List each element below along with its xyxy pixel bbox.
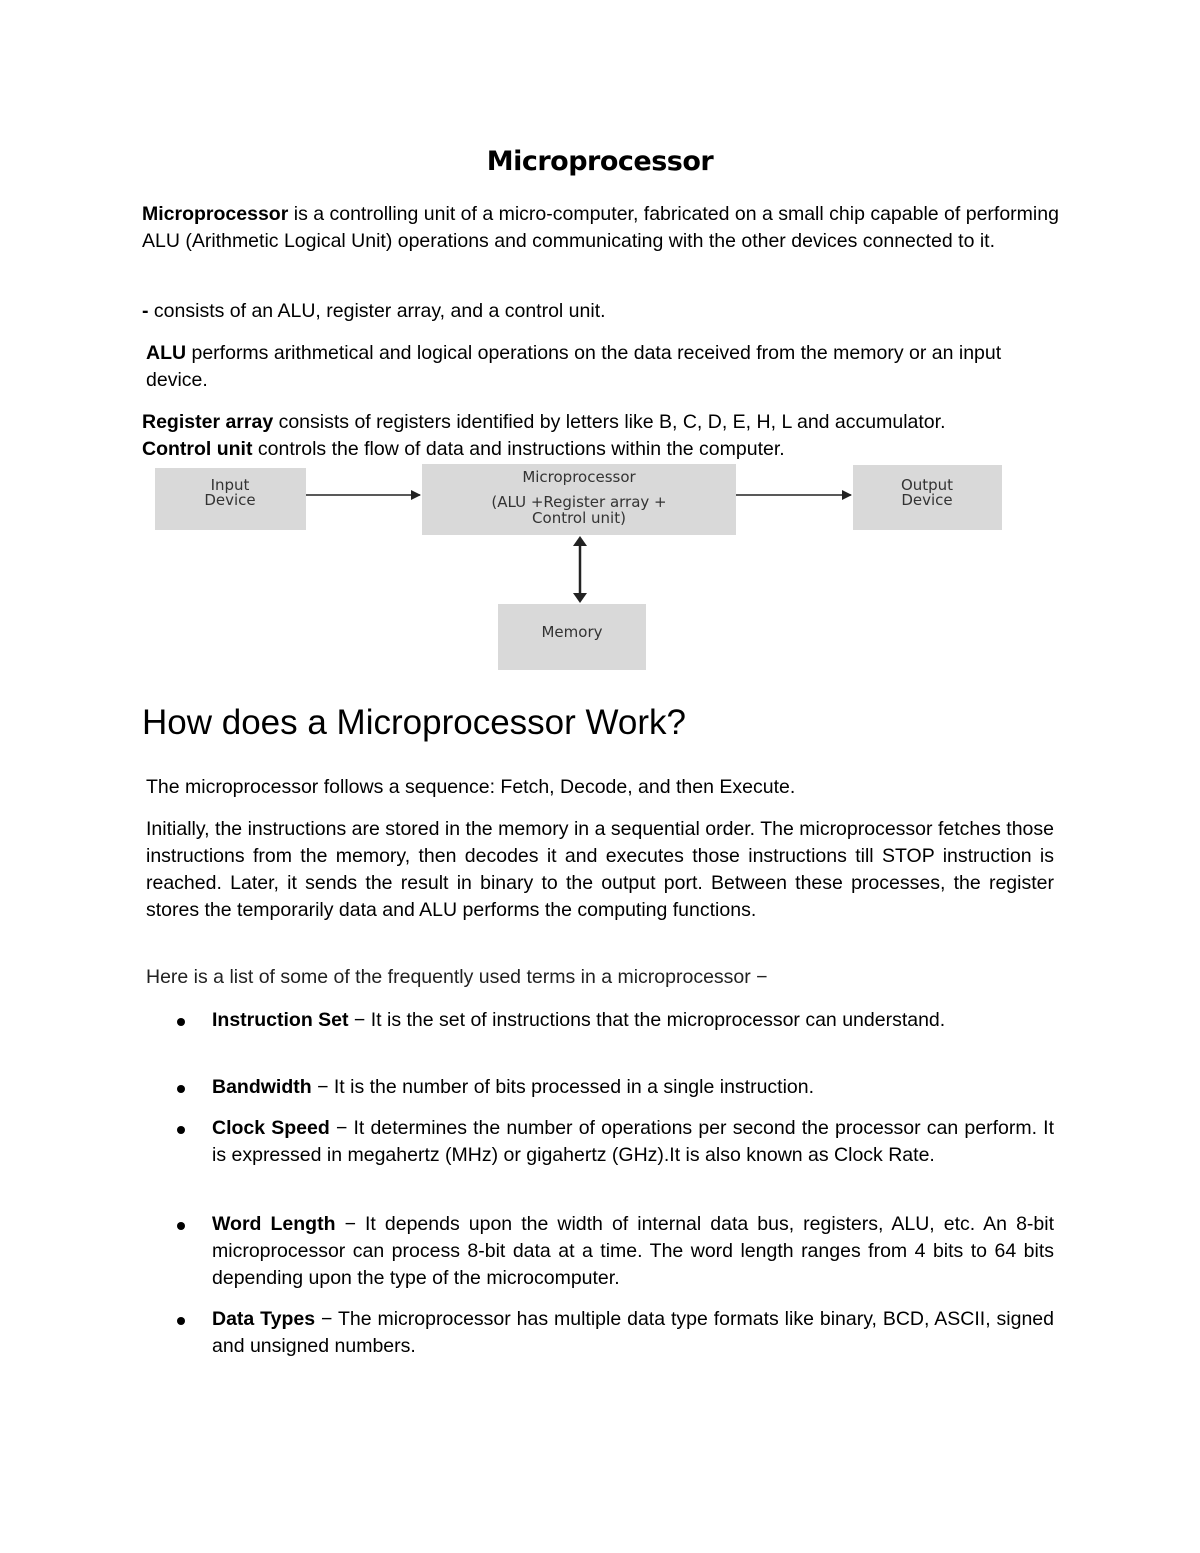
term-item-bandwidth xyxy=(212,1074,1054,1101)
consists-dash: - xyxy=(142,300,149,322)
control-text: controls the flow of data and instructions within the computer. xyxy=(252,438,785,460)
bullet-dot xyxy=(177,1317,185,1325)
register-text: consists of registers identified by letters like B, C, D, E, H, L and accumulator. xyxy=(273,411,946,433)
consists-text: consists of an ALU, register array, and a control unit. xyxy=(148,300,606,322)
term-name: Clock Speed xyxy=(212,1117,330,1139)
intro-text: is a controlling unit of a micro-computer, fabricated on a small chip capable of performing ALU (Arithmetic Logical Unit) operations and communicating with the other devices connected to it. xyxy=(142,203,1059,252)
bullet-dot xyxy=(177,1018,185,1026)
control-term: Control unit xyxy=(142,438,253,460)
term-text: − It is the set of instructions that the microprocessor can understand. xyxy=(348,1009,946,1031)
input-label-line1: Input xyxy=(210,476,250,494)
term-text: − It determines the number of operations per second the processor can perform. It is expressed in megahertz (MHz) or gigahertz (GHz).It is also known as Clock Rate. xyxy=(212,1117,1055,1166)
sequence-paragraph: The microprocessor follows a sequence: Fetch, Decode, and then Execute. xyxy=(146,776,796,798)
mp-memory-arrow-down-head xyxy=(573,593,587,603)
register-term: Register array xyxy=(142,411,274,433)
output-label-line2: Device xyxy=(901,491,953,509)
memory-label: Memory xyxy=(541,623,603,641)
alu-text: performs arithmetical and logical operations on the data received from the memory or an input device. xyxy=(146,342,1002,391)
term-name: Bandwidth xyxy=(212,1076,312,1098)
input-label-line2: Device xyxy=(204,491,256,509)
mp-label-line1: (ALU +Register array + xyxy=(491,493,667,511)
term-item-instruction-set xyxy=(212,1007,1054,1034)
term-text: − The microprocessor has multiple data type formats like binary, BCD, ASCII, signed and unsigned numbers. xyxy=(212,1308,1054,1357)
term-name: Word Length xyxy=(212,1213,336,1235)
detail-paragraph: Initially, the instructions are stored in the memory in a sequential order. The microprocessor fetches those instructions from the memory, then decodes it and executes those instructions till STOP instruction is reached. Later, it sends the result in binary to the output port. Between these processes, the register stores the temporarily data and ALU performs the computing functions. xyxy=(146,818,1054,921)
mp-label-title: Microprocessor xyxy=(522,468,636,486)
output-label-line1: Output xyxy=(900,476,954,494)
term-text: − It is the number of bits processed in a single instruction. xyxy=(311,1076,815,1098)
section-heading: How does a Microprocessor Work? xyxy=(142,703,686,742)
bullet-dot xyxy=(177,1085,185,1093)
page-title: Microprocessor xyxy=(486,146,714,177)
term-item-word-length xyxy=(212,1211,1054,1292)
term-item-clock-speed xyxy=(212,1115,1054,1169)
bullet-dot xyxy=(177,1126,185,1134)
term-name: Instruction Set xyxy=(212,1009,349,1031)
intro-term: Microprocessor xyxy=(142,203,289,225)
term-item-data-types xyxy=(212,1306,1054,1360)
list-intro-paragraph: Here is a list of some of the frequently used terms in a microprocessor − xyxy=(146,966,768,988)
alu-term: ALU xyxy=(146,342,187,364)
mp-memory-arrow-up-head xyxy=(573,536,587,546)
mp-label-line2: Control unit) xyxy=(532,509,626,527)
term-name: Data Types xyxy=(212,1308,316,1330)
bullet-dot xyxy=(177,1222,185,1230)
term-text: − It depends upon the width of internal data bus, registers, ALU, etc. An 8-bit microprocessor can process 8-bit data at a time. The word length ranges from 4 bits to 64 bits depending upon the type of the microcomputer. xyxy=(212,1213,1055,1289)
